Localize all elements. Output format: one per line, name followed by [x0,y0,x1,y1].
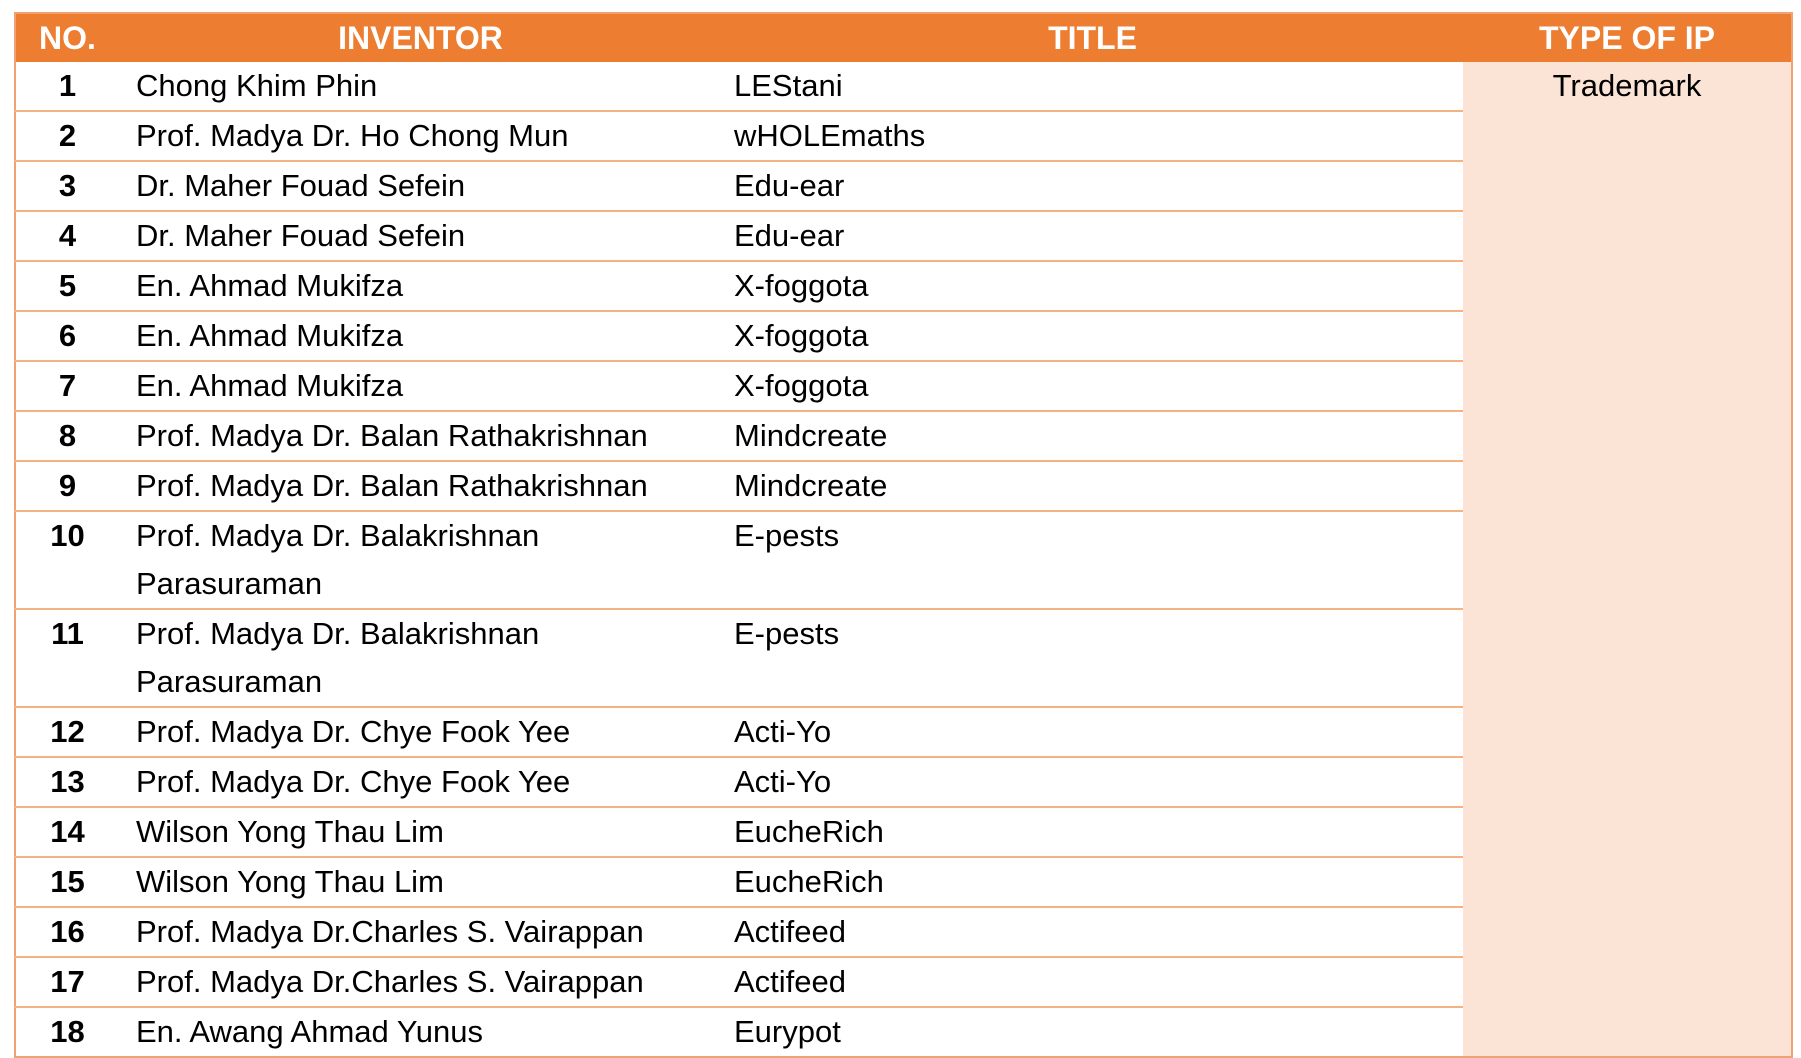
ip-table [14,12,1793,1058]
row-number: 14 [15,807,119,857]
row-number: 11 [15,609,119,707]
title-cell: Edu-ear [722,211,1463,261]
inventor-cell: Wilson Yong Thau Lim [119,807,722,857]
title-cell: Mindcreate [722,411,1463,461]
row-number: 4 [15,211,119,261]
table-row [15,62,1792,111]
inventor-cell: En. Awang Ahmad Yunus [136,1014,484,1049]
row-number: 6 [15,311,119,361]
title-cell: E-pests [722,511,1463,609]
inventor-cell: Prof. Madya Dr. Balan Rathakrishnan [119,461,722,511]
title-cell: Actifeed [722,907,1463,957]
inventor-cell: Prof. Madya Dr. Chye Fook Yee [119,707,722,757]
title-cell: wHOLEmaths [722,111,1463,161]
title-cell: X-foggota [722,261,1463,311]
row-number: 9 [15,461,119,511]
inventor-cell: En. Ahmad Mukifza [119,311,722,361]
row-number: 18 [50,1014,85,1049]
row-number: 12 [15,707,119,757]
row-number: 13 [15,757,119,807]
title-cell: Eurypot [734,1014,841,1049]
title-cell: Mindcreate [722,461,1463,511]
title-cell: Actifeed [722,957,1463,1007]
title-cell: X-foggota [722,311,1463,361]
row-number: 1 [15,62,119,111]
title-cell: E-pests [722,609,1463,707]
inventor-cell: Prof. Madya Dr. Ho Chong Mun [119,111,722,161]
inventor-cell: Dr. Maher Fouad Sefein [119,161,722,211]
type-of-ip-cell: Trademark [1463,62,1792,1057]
inventor-cell: Prof. Madya Dr. Chye Fook Yee [119,757,722,807]
row-number: 10 [15,511,119,609]
title-cell: Edu-ear [722,161,1463,211]
inventor-cell: Prof. Madya Dr. Balakrishnan Parasuraman [119,511,722,609]
title-cell: Acti-Yo [722,707,1463,757]
title-cell: EucheRich [722,807,1463,857]
inventor-cell: Wilson Yong Thau Lim [119,857,722,907]
inventor-cell: En. Ahmad Mukifza [119,361,722,411]
inventor-cell: Prof. Madya Dr. Balan Rathakrishnan [119,411,722,461]
table-header [15,13,1792,62]
row-number: 2 [15,111,119,161]
header-row [15,13,1792,62]
header-no: NO. [15,13,119,62]
header-inventor: INVENTOR [119,13,722,62]
inventor-cell: Prof. Madya Dr. Balakrishnan Parasuraman [119,609,722,707]
inventor-cell: En. Ahmad Mukifza [119,261,722,311]
row-number: 8 [15,411,119,461]
row-number: 7 [15,361,119,411]
inventor-cell: Chong Khim Phin [119,62,722,111]
header-type-of-ip: TYPE OF IP [1463,13,1792,62]
inventor-cell: Prof. Madya Dr.Charles S. Vairappan [119,957,722,1007]
row-number: 3 [15,161,119,211]
title-cell: Acti-Yo [722,757,1463,807]
inventor-cell: Dr. Maher Fouad Sefein [119,211,722,261]
table-body [15,62,1792,1057]
header-title: TITLE [722,13,1463,62]
row-number: 5 [15,261,119,311]
row-number: 15 [15,857,119,907]
inventor-cell: Prof. Madya Dr.Charles S. Vairappan [119,907,722,957]
row-number: 17 [15,957,119,1007]
title-cell: LEStani [722,62,1463,111]
row-number: 16 [15,907,119,957]
title-cell: X-foggota [722,361,1463,411]
title-cell: EucheRich [722,857,1463,907]
